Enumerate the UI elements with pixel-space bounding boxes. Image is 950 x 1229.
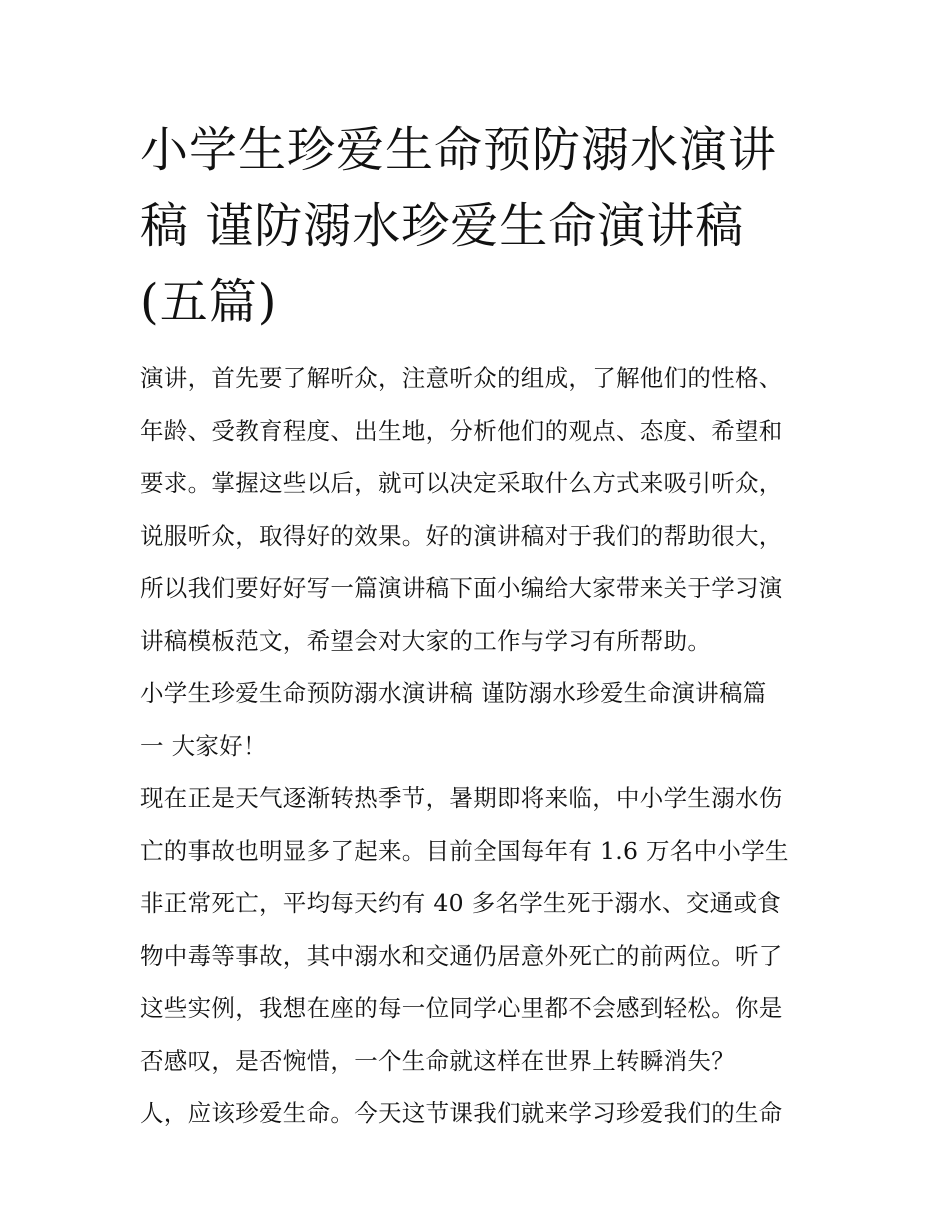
- section-heading-line: 一 大家好！: [140, 731, 267, 760]
- body-line: 人，应该珍爱生命。今天这节课我们就来学习珍爱我们的生命: [140, 1099, 783, 1127]
- document-body: [140, 352, 812, 1140]
- body-line: 演讲，首先要了解听众，注意听众的组成，了解他们的性格、: [140, 364, 783, 392]
- title-line: (五篇): [140, 274, 278, 330]
- body-line: 物中毒等事故，其中溺水和交通仍居意外死亡的前两位。听了: [140, 941, 783, 970]
- body-line: 讲稿模板范文，希望会对大家的工作与学习有所帮助。: [140, 626, 712, 655]
- body-line: 非正常死亡，平均每天约有 40 多名学生死于溺水、交通或食: [140, 889, 782, 917]
- body-line: 说服听众，取得好的效果。好的演讲稿对于我们的帮助很大，: [140, 521, 783, 550]
- title-line: 稿 谨防溺水珍爱生命演讲稿: [140, 198, 745, 254]
- body-line: 这些实例，我想在座的每一位同学心里都不会感到轻松。你是: [140, 994, 783, 1022]
- section-heading-line: 小学生珍爱生命预防溺水演讲稿 谨防溺水珍爱生命演讲稿篇: [140, 679, 767, 707]
- body-line: 年龄、受教育程度、出生地，分析他们的观点、态度、希望和: [140, 416, 783, 445]
- title-line: 小学生珍爱生命预防溺水演讲: [140, 122, 778, 178]
- document-page: [140, 112, 812, 1140]
- body-line: 所以我们要好好写一篇演讲稿下面小编给大家带来关于学习演: [140, 574, 783, 602]
- body-line: 要求。掌握这些以后，就可以决定采取什么方式来吸引听众，: [140, 469, 783, 497]
- body-line: 亡的事故也明显多了起来。目前全国每年有 1.6 万名中小学生: [140, 836, 789, 865]
- body-line: 现在正是天气逐渐转热季节，暑期即将来临，中小学生溺水伤: [140, 784, 783, 812]
- document-title: [140, 112, 812, 340]
- body-line: 否感叹，是否惋惜，一个生命就这样在世界上转瞬消失？: [140, 1046, 735, 1075]
